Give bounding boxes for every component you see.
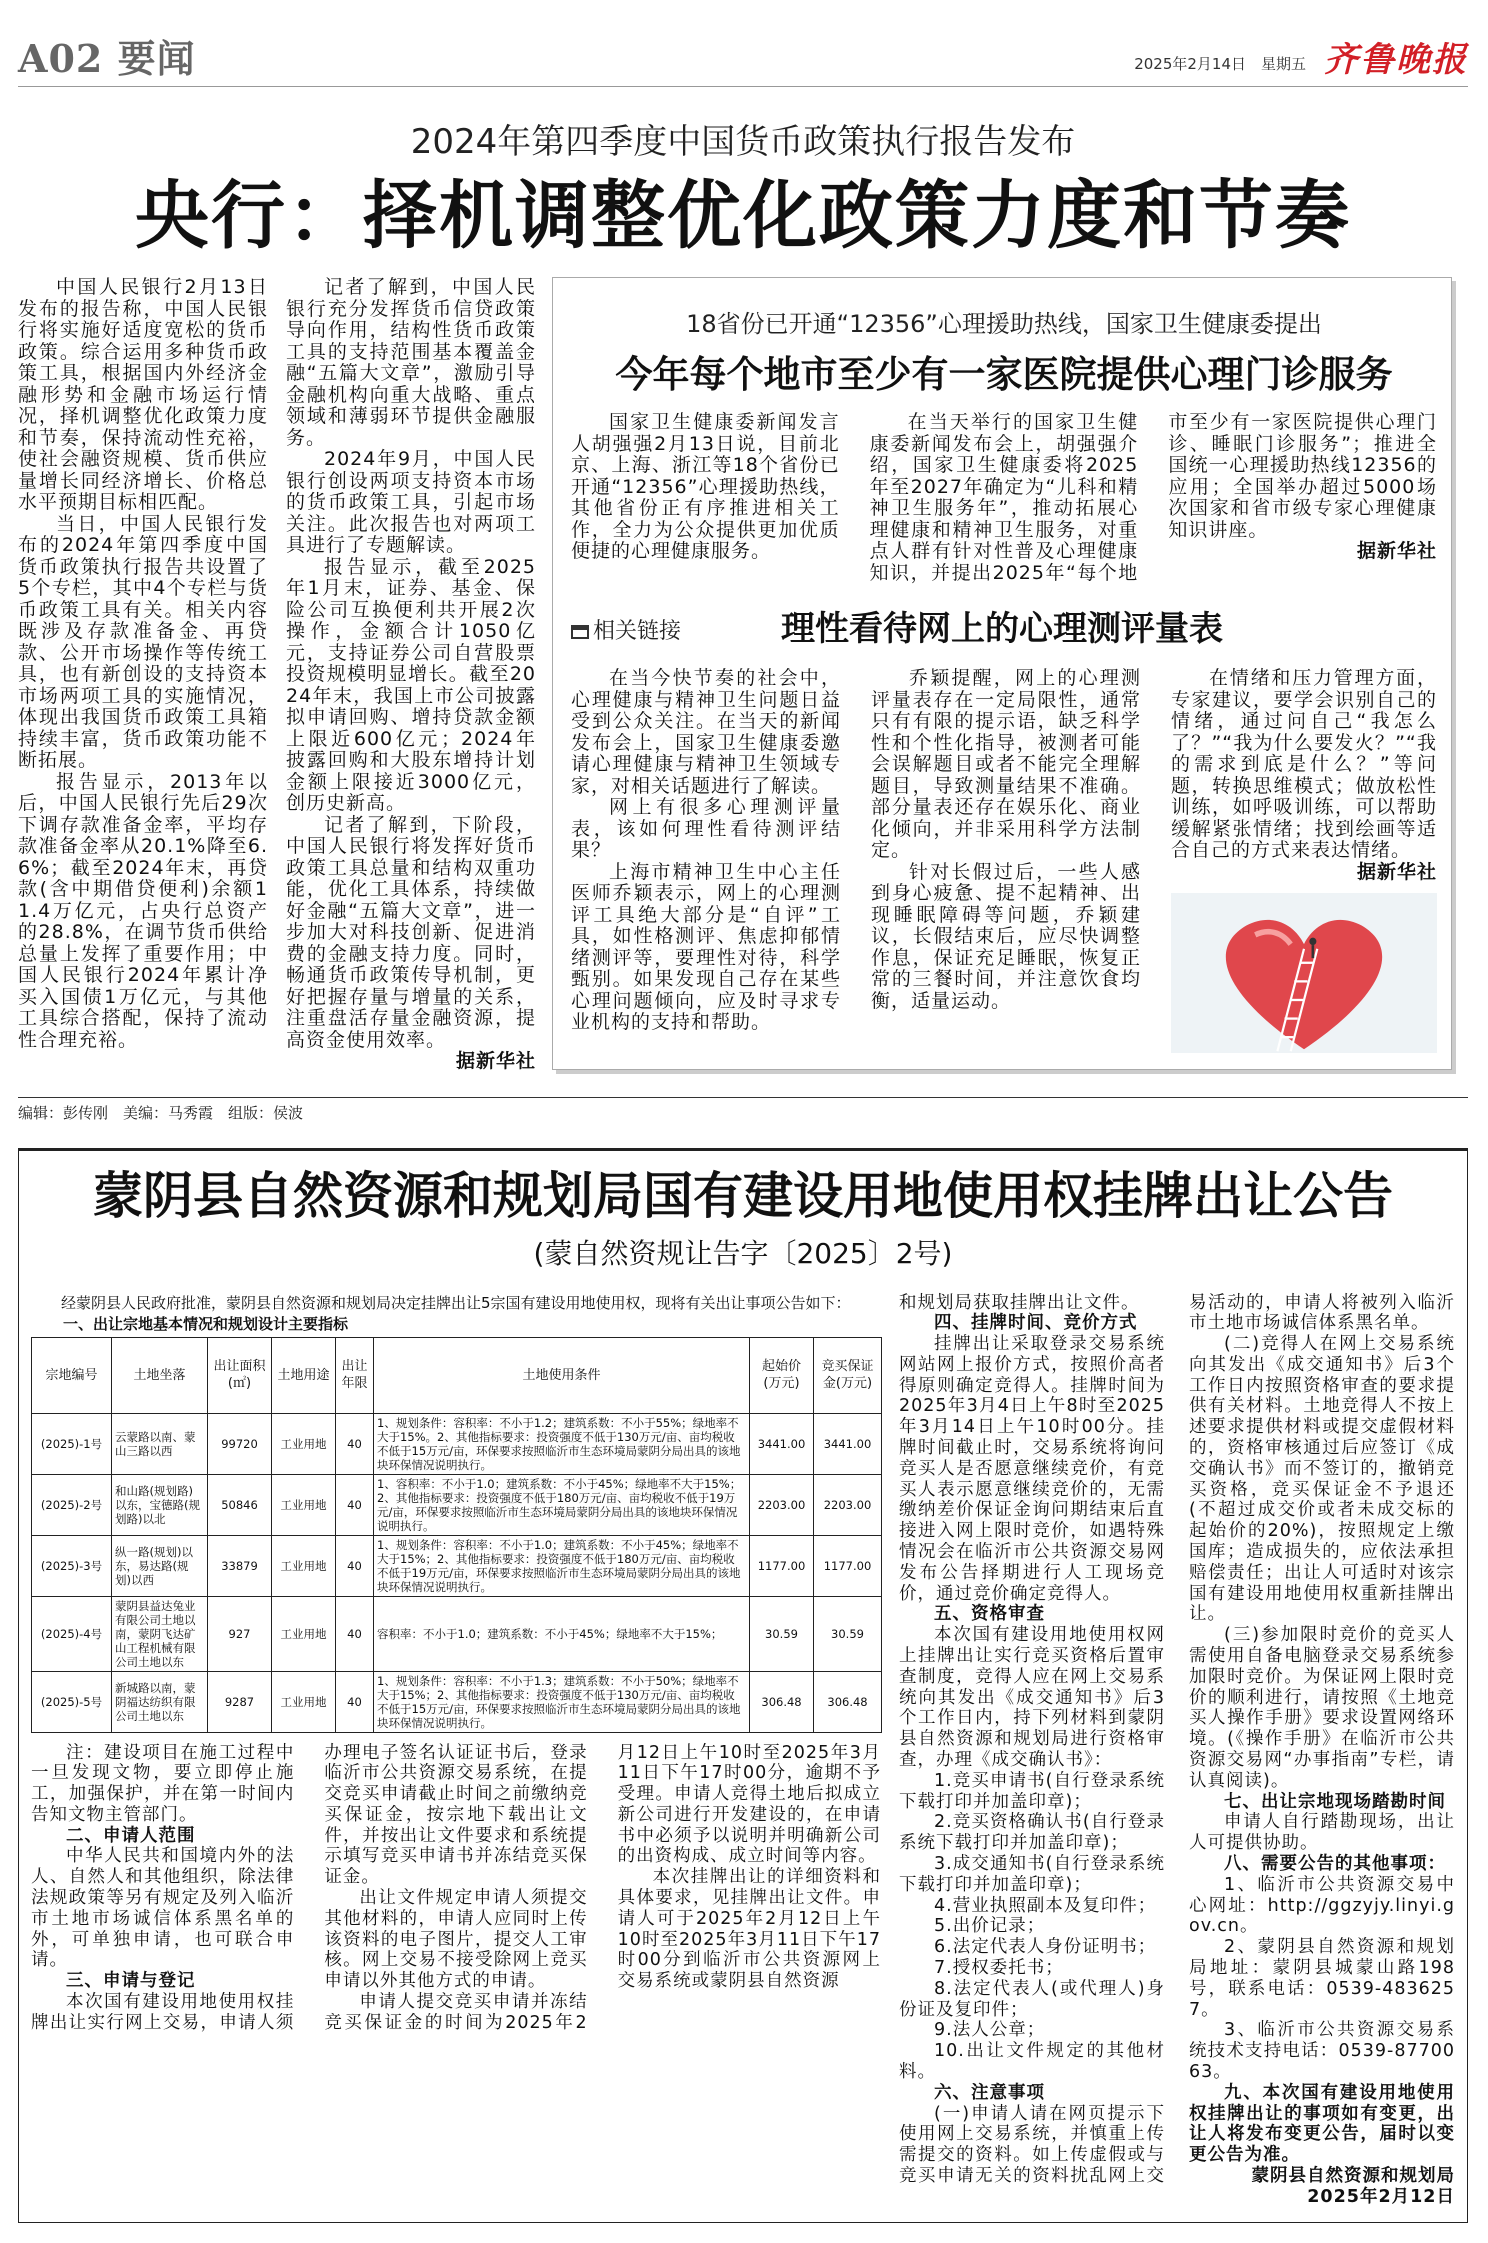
column-header: 出让面积(㎡) <box>208 1337 272 1413</box>
paragraph: 报告显示，截至2025年1月末，证券、基金、保险公司互换便利共开展2次操作，金额合计1050亿元，支持证券公司自营股票投资规模明显增长。截至2024年末，我国上市公司披露拟申请回购、增持贷款金额上限近600亿元；2024年披露回购和大股东增持计划金额上限接近3000亿元，创历史新高。 <box>286 555 536 814</box>
paragraph: 记者了解到，下阶段，中国人民银行将发挥好货币政策工具总量和结构双重功能，优化工具体系，持续做好金融“五篇大文章”，进一步加大对科技创新、促进消费的金融支持力度。同时，畅通货币政策传导机制，更好把握存量与增量的关系，注重盘活存量金融资源，提高资金使用效率。 <box>286 813 536 1051</box>
notice-section-heading: 一、出让宗地基本情况和规划设计主要指标 <box>63 1314 349 1333</box>
column-header: 出让年限 <box>336 1337 374 1413</box>
paragraph: 申请人提交竞买申请并冻结竞买保证金的时间为2025年2月12日上午10时至2025年3月11日下午17时00分，逾期不予受理。申请人竞得土地后拟成立新公司进行开发建设的，在申请书中必须予以说明并明确新公司的出资构成、成立时间等内容。 <box>324 1742 881 2033</box>
table-row <box>32 1413 882 1474</box>
paragraph: 记者了解到，中国人民银行充分发挥货币信贷政策导向作用，结构性货币政策工具的支持范围基本覆盖金融“五篇大文章”，激励引导金融机构向重大战略、重点领域和薄弱环节提供金融服务。 <box>286 276 536 449</box>
paragraph: 2、蒙阴县自然资源和规划局地址：蒙阴县城蒙山路198号，联系电话：0539-4836257。 <box>1189 1937 1455 2020</box>
table-cell: 蒙阴县益达兔业有限公司土地以南，蒙阴飞达矿山工程机械有限公司土地以东 <box>112 1596 208 1671</box>
paragraph: 2.竞买资格确认书(自行登录系统下载打印并加盖印章)； <box>899 1812 1165 1854</box>
land-parcel-table <box>31 1337 882 1733</box>
table-cell: 工业用地 <box>272 1474 336 1535</box>
table-cell: (2025)-5号 <box>32 1671 112 1732</box>
paragraph: 8.法定代表人(或代理人)身份证及复印件； <box>899 1978 1165 2020</box>
related-article-body <box>571 668 1141 1034</box>
section-heading: 六、注意事项 <box>934 2082 1045 2103</box>
table-cell: 新城路以南，蒙阴福达纺织有限公司土地以东 <box>112 1671 208 1732</box>
paragraph: 10.出让文件规定的其他材料。 <box>899 2041 1165 2082</box>
table-cell: 40 <box>336 1596 374 1671</box>
byline: 2025年2月12日 <box>1307 2186 1455 2207</box>
issue-date: 2025年2月14日 星期五 <box>1134 55 1306 73</box>
table-cell: 2203.00 <box>750 1474 814 1535</box>
paragraph: 9.法人公章； <box>934 2020 1046 2041</box>
health-article-subtitle: 18省份已开通“12356”心理援助热线，国家卫生健康委提出 <box>686 310 1322 338</box>
related-link-header <box>571 606 1437 652</box>
table-cell: (2025)-2号 <box>32 1474 112 1535</box>
table-cell: (2025)-3号 <box>32 1535 112 1596</box>
paragraph: 乔颖提醒，网上的心理测评量表存在一定局限性，通常只有有限的提示语，缺乏科学性和个性化指导，被测者可能会误解题目或者不能完全理解题目，导致测量结果不准确。部分量表还存在娱乐化、商业化倾向，并非采用科学方法制定。 <box>871 667 1141 861</box>
paragraph: 申请人自行踏勘现场，出让人可提供协助。 <box>1189 1812 1455 1854</box>
related-article-content <box>571 668 1437 1053</box>
table-row <box>32 1535 882 1596</box>
table-cell: 50846 <box>208 1474 272 1535</box>
notice-body-right <box>899 1293 1455 2208</box>
section-heading: 四、挂牌时间、竞价方式 <box>934 1313 1138 1334</box>
paragraph: 本次国有建设用地使用权网上挂牌出让实行竞买资格后置审查制度，竞得人应在网上交易系统向其发出《成交通知书》后3个工作日内，持下列材料到蒙阴县自然资源和规划局进行资格审查，办理《成交确认书》： <box>899 1625 1165 1771</box>
main-article-title: 央行：择机调整优化政策力度和节奏 <box>135 173 1351 259</box>
paragraph: 5.出价记录； <box>934 1916 1046 1937</box>
health-article-title: 今年每个地市至少有一家医院提供心理门诊服务 <box>615 352 1393 396</box>
editor-credits: 编辑：彭传刚 美编：马秀霞 组版：侯波 <box>18 1103 304 1122</box>
related-article-right <box>1171 668 1437 1053</box>
main-article-subtitle: 2024年第四季度中国货币政策执行报告发布 <box>410 122 1076 162</box>
paragraph: 注：建设项目在施工过程中一旦发现文物，要立即停止施工，加强保护，并在第一时间内告知文物主管部门。 <box>31 1742 295 1825</box>
table-cell: 1177.00 <box>750 1535 814 1596</box>
paragraph: 本次国有建设用地使用权挂牌出让实行网上交易，申请人须办理电子签名认证证书后，登录临沂市公共资源交易系统，在提交竞买申请截止时间之前缴纳竞买保证金，按宗地下载出让文件，并按出让文件要求和系统提示填写竞买申请书并冻结竞买保证金。 <box>31 1742 588 2033</box>
byline: 蒙阴县自然资源和规划局 <box>1251 2165 1455 2186</box>
table-cell: 1、规划条件：容积率：不小于1.3；建筑系数：不小于50%；绿地率不大于15%；2、其他指标要求：投资强度不低于130万元/亩、亩均税收不低于15万元/亩，环保要求按照临沂市生态环境局蒙阴分局出具的该地块环保情况说明执行。 <box>374 1671 750 1732</box>
table-cell: 927 <box>208 1596 272 1671</box>
notice-body-bottom <box>31 1743 881 2034</box>
table-cell: 工业用地 <box>272 1413 336 1474</box>
heart-illustration <box>1171 893 1437 1053</box>
table-body <box>32 1413 882 1732</box>
paragraph: 当日，中国人民银行发布的2024年第四季度中国货币政策执行报告共设置了5个专栏，其中4个专栏与货币政策工具有关。相关内容既涉及存款准备金、再贷款、公开市场操作等传统工具，也有新创设的支持资本市场两项工具的实施情况，体现出我国货币政策工具箱持续丰富，货币政策功能不断拓展。 <box>18 512 268 771</box>
health-article-body <box>571 412 1437 584</box>
paragraph: 1.竞买申请书(自行登录系统下载打印并加盖印章)； <box>899 1770 1165 1812</box>
paragraph: 挂牌出让采取登录交易系统网站网上报价方式，按照价高者得原则确定竞得人。挂牌时间为2025年3月4日上午8时至2025年3月14日上午10时00分。挂牌时间截止时，交易系统将询问竞买人是否愿意继续竞价，有竞买人表示愿意继续竞价的，无需缴纳差价保证金询问期结束后直接进入网上限时竞价，如遇特殊情况会在临沂市公共资源交易网发布公告择期进行人工现场竞价，通过竞价确定竞得人。 <box>899 1334 1165 1604</box>
paragraph: 在情绪和压力管理方面，专家建议，要学会识别自己的情绪，通过问自己“我怎么了？”“我为什么要发火？”“我的需求到底是什么？”等问题，转换思维模式；做放松性训练，如呼吸训练，可以帮助缓解紧张情绪；找到绘画等适合自己的方式来表达情绪。 <box>1171 667 1437 861</box>
notice-number: (蒙自然资规让告字〔2025〕2号) <box>533 1236 953 1270</box>
table-cell: 306.48 <box>814 1671 882 1732</box>
table-cell: 3441.00 <box>750 1413 814 1474</box>
paragraph: 2024年9月，中国人民银行创设两项支持资本市场的货币政策工具，引起市场关注。此次报告也对两项工具进行了专题解读。 <box>286 448 536 556</box>
paragraph: 网上有很多心理测评量表，该如何理性看待测评结果？ <box>571 796 841 861</box>
paragraph: 在当今快节奏的社会中，心理健康与精神卫生问题日益受到公众关注。在当天的新闻发布会上，国家卫生健康委邀请心理健康与精神卫生领域专家，对相关话题进行了解读。 <box>571 667 841 797</box>
table-cell: 40 <box>336 1671 374 1732</box>
table-cell: 1177.00 <box>814 1535 882 1596</box>
paragraph: 3.成交通知书(自行登录系统下载打印并加盖印章)； <box>899 1854 1165 1895</box>
table-cell: 9287 <box>208 1671 272 1732</box>
table-cell: 30.59 <box>750 1596 814 1671</box>
table-cell: 1、规划条件：容积率：不小于1.2；建筑系数：不小于55%；绿地率不大于15%。2、其他指标要求：投资强度不低于130万元/亩、亩均税收不低于15万元/亩，环保要求按照临沂市生态环境局蒙阴分局出具的该地块环保情况说明执行。 <box>374 1413 750 1474</box>
figure-icon <box>1309 938 1316 945</box>
related-article-body-col3 <box>1171 668 1437 883</box>
paragraph: 针对长假过后，一些人感到身心疲惫、提不起精神、出现睡眠障碍等问题，乔颖建议，长假结束后，应尽快调整作息，保证充足睡眠，恢复正常的三餐时间，并注意饮食均衡，适量运动。 <box>871 860 1141 1012</box>
related-link-label: 相关链接 <box>593 618 682 644</box>
table-cell: 容积率：不小于1.0；建筑系数：不小于45%；绿地率不大于15%； <box>374 1596 750 1671</box>
table-cell: 2203.00 <box>814 1474 882 1535</box>
related-article-title: 理性看待网上的心理测评量表 <box>781 609 1223 649</box>
paragraph: 本次挂牌出让的详细资料和具体要求，见挂牌出让文件。申请人可于2025年2月12日上午10时至2025年3月11日下午17时00分到临沂市公共资源网上交易系统或蒙阴县自然资源 <box>617 1867 881 1992</box>
column-header: 土地坐落 <box>112 1337 208 1413</box>
byline: 据新华社 <box>455 1050 536 1072</box>
paragraph: 报告显示，2013年以后，中国人民银行先后29次下调存款准备金率，平均存款准备金率从20.1%降至6.6%；截至2024年末，再贷款(含中期借贷便利)余额11.4万亿元，占央行总资产的28.8%，在调节货币供给总量上发挥了重要作用；中国人民银行2024年累计净买入国债1万亿元，与其他工具综合搭配，保持了流动性合理充裕。 <box>18 770 268 1051</box>
paragraph: (一)申请人请在网页提示下使用网上交易系统，并慎重上传需提交的资料。如上传虚假或与竞买申请无关的资料扰乱网上交易活动的，申请人将被列入临沂市土地市场诚信体系黑名单。 <box>899 1292 1455 2186</box>
table-row <box>32 1474 882 1535</box>
table-cell: 99720 <box>208 1413 272 1474</box>
header-right <box>1134 38 1468 82</box>
health-article-box <box>552 277 1452 1070</box>
paragraph: 中国人民银行2月13日发布的报告称，中国人民银行将实施好适度宽松的货币政策。综合运用多种货币政策工具，根据国内外经济金融形势和金融市场运行情况，择机调整优化政策力度和节奏，保持流动性充裕，使社会融资规模、货币供应量增长同经济增长、价格总水平预期目标相匹配。 <box>18 276 268 513</box>
column-header: 土地使用条件 <box>374 1337 750 1413</box>
window-icon <box>571 625 589 639</box>
paragraph: 3、临沂市公共资源交易系统技术支持电话：0539-8770063。 <box>1189 2020 1455 2082</box>
paragraph: 6.法定代表人身份证明书； <box>934 1937 1157 1958</box>
notice-box <box>18 1148 1468 2223</box>
paragraph: 4.营业执照副本及复印件； <box>934 1895 1157 1916</box>
paragraph: (二)竞得人在网上交易系统向其发出《成交通知书》后3个工作日内按照资格审查的要求提供有关材料。土地竞得人不按上述要求提供材料或提交虚假材料的，资格审核通过后应签订《成交确认书》而不签订的，撤销竞买资格，竞买保证金不予退还(不超过成交价或者未成交标的起始价的20%)，按照规定上缴国库；造成损失的，应依法承担赔偿责任；出让人可适时对该宗国有建设用地使用权重新挂牌出让。 <box>1189 1334 1455 1625</box>
table-cell: 306.48 <box>750 1671 814 1732</box>
related-link-tag <box>571 614 781 645</box>
notice-left <box>31 1293 881 2034</box>
table-cell: 40 <box>336 1474 374 1535</box>
section-heading: 三、申请与登记 <box>66 1971 196 1992</box>
newspaper-logo: 齐鲁晚报 <box>1324 40 1468 80</box>
column-header: 起始价(万元) <box>750 1337 814 1413</box>
paragraph: 在当天举行的国家卫生健康委新闻发布会上，胡强强介绍，国家卫生健康委将2025年至2027年确定为“儿科和精神卫生服务年”，推动拓展心理健康和精神卫生服务，对重点人群有针对性普及心理健康知识，并提出2025年“每个地市至少有一家医院提供心理门诊、睡眠门诊服务”；推进全国统一心理援助热线12356的应用；全国举办超过5000场次国家和省市级专家心理健康知识讲座。 <box>869 411 1437 584</box>
section-heading: 二、申请人范围 <box>66 1825 196 1846</box>
table-cell: 工业用地 <box>272 1596 336 1671</box>
table-row <box>32 1596 882 1671</box>
paragraph: 7.授权委托书； <box>934 1958 1064 1978</box>
table-cell: 工业用地 <box>272 1671 336 1732</box>
table-cell: 40 <box>336 1413 374 1474</box>
paragraph: 上海市精神卫生中心主任医师乔颖表示，网上的心理测评工具绝大部分是“自评”工具，如性格测评、焦虑抑郁情绪测评等，要理性对待，科学甄别。如果发现自己存在某些心理问题倾向，应及时寻求专业机构的支持和帮助。 <box>571 860 841 1033</box>
table-cell: 纵一路(规划)以东，易达路(规划)以西 <box>112 1535 208 1596</box>
table-cell: 33879 <box>208 1535 272 1596</box>
paragraph: 中华人民共和国境内外的法人、自然人和其他组织，除法律法规政策等另有规定及列入临沂市土地市场诚信体系黑名单的外，可单独申请，也可联合申请。 <box>31 1846 295 1971</box>
column-header: 土地用途 <box>272 1337 336 1413</box>
table-cell: 1、容积率：不小于1.0；建筑系数：不小于45%；绿地率不大于15%；2、其他指标要求：投资强度不低于180万元/亩、亩均税收不低于19万元/亩，环保要求按照临沂市生态环境局蒙阴分局出具的该地块环保情况说明执行。 <box>374 1474 750 1535</box>
table-cell: 工业用地 <box>272 1535 336 1596</box>
column-header: 竞买保证金(万元) <box>814 1337 882 1413</box>
paragraph: (三)参加限时竞价的竞买人需使用自备电脑登录交易系统参加限时竞价。为保证网上限时竞价的顺利进行，请按照《土地竞买人操作手册》要求设置网络环境。(《操作手册》在临沂市公共资源交易网“办事指南”专栏，请认真阅读)。 <box>1189 1625 1455 1791</box>
notice-title: 蒙阴县自然资源和规划局国有建设用地使用权挂牌出让公告 <box>93 1165 1393 1225</box>
page-section-label: A02 要闻 <box>18 36 196 81</box>
table-cell: 1、规划条件：容积率：不小于1.0；建筑系数：不小于45%；绿地率不大于15%；2、其他指标要求：投资强度不低于180万元/亩、亩均税收不低于19万元/亩，环保要求按照临沂市生态环境局蒙阴分局出具的该地块环保情况说明执行。 <box>374 1535 750 1596</box>
table-cell: 40 <box>336 1535 374 1596</box>
section-heading: 八、需要公告的其他事项： <box>1224 1854 1446 1875</box>
main-article-body <box>18 277 536 1073</box>
paragraph: 和规划局获取挂牌出让文件。 <box>899 1292 1140 1313</box>
table-cell: 云蒙路以南、蒙山三路以西 <box>112 1413 208 1474</box>
section-heading: 七、出让宗地现场踏勘时间 <box>1224 1791 1446 1812</box>
table-cell: 30.59 <box>814 1596 882 1671</box>
table-cell: (2025)-4号 <box>32 1596 112 1671</box>
top-articles <box>18 277 1468 1073</box>
notice-content <box>31 1293 1455 2208</box>
paragraph: 1、临沂市公共资源交易中心网址：http://ggzyjy.linyi.gov.cn。 <box>1189 1874 1455 1937</box>
paragraph: 出让文件规定申请人须提交其他材料的，申请人应同时上传该资料的电子图片，提交人工审核。网上交易不接受除网上竞买申请以外其他方式的申请。 <box>324 1888 588 1992</box>
table-cell: 和山路(规划路)以东，宝德路(规划路)以北 <box>112 1474 208 1535</box>
notice-intro: 经蒙阴县人民政府批准，蒙阴县自然资源和规划局决定挂牌出让5宗国有建设用地使用权，现将有关出让事项公告如下： <box>61 1293 851 1312</box>
page-header <box>18 0 1468 87</box>
table-cell: 3441.00 <box>814 1413 882 1474</box>
editor-divider <box>18 1097 1468 1098</box>
table-cell: (2025)-1号 <box>32 1413 112 1474</box>
byline: 据新华社 <box>1356 540 1437 562</box>
table-header-row <box>32 1337 882 1413</box>
section-heading: 五、资格审查 <box>934 1604 1045 1625</box>
column-header: 宗地编号 <box>32 1337 112 1413</box>
table-row <box>32 1671 882 1732</box>
byline: 据新华社 <box>1356 860 1437 883</box>
paragraph: 国家卫生健康委新闻发言人胡强强2月13日说，目前北京、上海、浙江等18个省份已开通“12356”心理援助热线，其他省份正有序推进相关工作，全力为公众提供更加优质便捷的心理健康服务。 <box>571 411 840 562</box>
section-heading: 九、本次国有建设用地使用权挂牌出让的事项如有变更，出让人将发布变更公告，届时以变更公告为准。 <box>1189 2082 1455 2166</box>
